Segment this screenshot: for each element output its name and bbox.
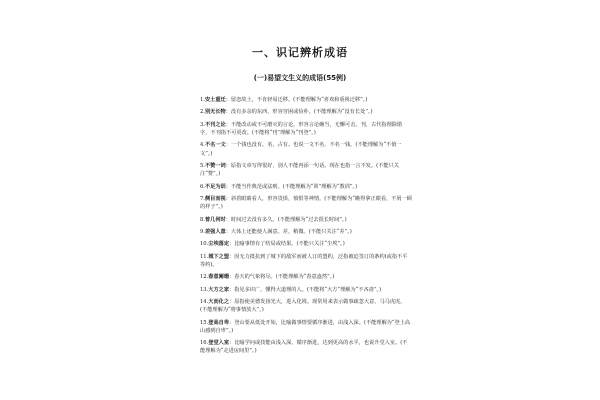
idiom-explanation: 比喻事情有了结局或结果。(不能只关注“尘埃”。) bbox=[234, 241, 345, 248]
idiom-entry bbox=[200, 96, 412, 104]
idiom-entry bbox=[200, 141, 412, 157]
idiom-explanation: 不能改动或不可磨灭的言论，形容言论确当，无懈可击。刊，古代指削除错字，不刊指不可更改。(不能将“刊”理解为“刊登”。) bbox=[200, 121, 403, 136]
idiom-explanation: 原指使美德发扬光大，进入化境。现常用来表示做事疏忽大意，马马虎虎。(不能理解为“将事情放大”。) bbox=[200, 299, 406, 314]
idiom-explanation: 斜着眼睛看人，形容畏惧，愤恨等神情。(不能理解为“瞧得拿正眼看，不屑一顾的样子”。) bbox=[200, 195, 412, 211]
idiom-term: 登堂入室 bbox=[208, 340, 230, 347]
idiom-entry bbox=[200, 195, 412, 211]
entry-separator: ： bbox=[229, 299, 235, 306]
idiom-entry bbox=[200, 162, 412, 178]
entry-separator: ： bbox=[225, 228, 231, 235]
idiom-explanation: 留恋故土，不肯轻易迁移。(不能理解为“喜欢和重视迁移”。) bbox=[230, 97, 368, 103]
idiom-explanation: 指见多识广，懂得大道理的人。(不能将“大方”理解为“不吝啬”。) bbox=[234, 286, 382, 293]
entry-separator: ： bbox=[229, 274, 235, 281]
idiom-explanation: 没有多余的东西，形容穷困或俭朴。(不能理解为“没有长处”。) bbox=[230, 109, 373, 116]
page-title: 一、识记辨析成语 bbox=[252, 46, 348, 59]
idiom-term: 侧目而视 bbox=[204, 195, 226, 202]
idiom-term: 安土重迁 bbox=[204, 97, 226, 103]
idiom-term: 春意阑珊 bbox=[208, 274, 230, 281]
idiom-explanation: 原指文章写得很好，别人不能再添一句话。现在也指一言不发。(不能只关注“赞”。) bbox=[200, 162, 399, 178]
entry-number: 12. bbox=[200, 274, 209, 281]
section-subtitle: (一)易望文生义的成语(55例) bbox=[253, 74, 347, 82]
idiom-list bbox=[200, 96, 412, 360]
idiom-term: 大而化之 bbox=[208, 299, 230, 306]
idiom-term: 城下之盟 bbox=[208, 253, 230, 260]
entry-number: 5. bbox=[200, 162, 205, 169]
idiom-explanation: 比喻学问或技能由浅入深，循序渐进，达到更高的水平，也说升堂入室。(不能理解为“走进房间里”。) bbox=[200, 340, 408, 355]
entry-number: 6. bbox=[200, 183, 205, 190]
entry-number: 8. bbox=[200, 216, 205, 223]
entry-separator: ： bbox=[229, 319, 235, 326]
idiom-entry bbox=[200, 253, 412, 269]
idiom-explanation: 不能当作典范或法则。(不能理解为“训”理解为“教训”。) bbox=[230, 183, 358, 190]
idiom-entry bbox=[200, 286, 412, 294]
entry-separator: ： bbox=[225, 195, 231, 202]
entry-number: 2. bbox=[200, 109, 205, 116]
entry-number: 16. bbox=[200, 340, 209, 347]
idiom-term: 不名一文 bbox=[204, 142, 226, 149]
idiom-entry bbox=[200, 183, 412, 191]
idiom-entry bbox=[200, 319, 412, 335]
entry-number: 13. bbox=[200, 286, 209, 293]
idiom-term: 登高自卑 bbox=[208, 319, 230, 326]
entry-separator: ： bbox=[225, 183, 231, 190]
idiom-entry bbox=[200, 108, 412, 116]
entry-number: 10. bbox=[200, 241, 209, 248]
entry-number: 7. bbox=[200, 195, 205, 202]
idiom-entry bbox=[200, 240, 412, 248]
idiom-entry bbox=[200, 339, 412, 355]
idiom-term: 差强人意 bbox=[204, 228, 226, 235]
idiom-term: 不赞一词 bbox=[204, 162, 226, 169]
idiom-explanation: 春天的气象将尽。(不能理解为“春意盎然”。) bbox=[234, 274, 335, 281]
idiom-entry bbox=[200, 298, 412, 314]
entry-number: 11. bbox=[200, 253, 209, 260]
entry-separator: ： bbox=[225, 162, 231, 169]
idiom-entry bbox=[200, 216, 412, 224]
entry-separator: ： bbox=[229, 286, 235, 293]
entry-separator: ： bbox=[225, 142, 231, 149]
idiom-term: 大方之家 bbox=[208, 286, 230, 293]
idiom-term: 曾几何时 bbox=[204, 216, 226, 223]
entry-number: 3. bbox=[200, 121, 205, 128]
idiom-term: 别无长物 bbox=[204, 109, 226, 116]
idiom-term: 不足为训 bbox=[204, 183, 226, 190]
entry-number: 14. bbox=[200, 299, 209, 306]
idiom-explanation: 一个钱也没有。名，占有。也说一文不名、不名一钱。(不能理解为“不值一文”。) bbox=[200, 142, 402, 157]
entry-number: 9. bbox=[200, 228, 205, 235]
entry-separator: ： bbox=[225, 97, 231, 103]
idiom-entry bbox=[200, 228, 412, 236]
entry-separator: ： bbox=[229, 253, 235, 260]
idiom-entry bbox=[200, 273, 412, 281]
entry-separator: ： bbox=[225, 109, 231, 116]
entry-separator: ： bbox=[225, 121, 231, 128]
idiom-explanation: 因无力抵抗到了城下的敌军而被人订的盟约，泛指被迫签订的条约(或指不平等约)。 bbox=[200, 253, 408, 268]
idiom-term: 不刊之论 bbox=[204, 121, 226, 128]
entry-number: 4. bbox=[200, 142, 205, 149]
entry-number: 15. bbox=[200, 319, 209, 326]
idiom-explanation: 登山要从低处开始，比喻做事情要循序渐进，由浅入深。(不能理解为“登上高山感到自卑”。) bbox=[200, 319, 411, 334]
entry-separator: ： bbox=[225, 216, 231, 223]
idiom-term: 尘埃落定 bbox=[208, 241, 230, 248]
entry-number: 1. bbox=[200, 97, 205, 103]
idiom-entry bbox=[200, 121, 412, 137]
entry-separator: ： bbox=[229, 241, 235, 248]
idiom-explanation: 大体上还能使人满意。差，稍微。(不能只关注“差”。) bbox=[230, 228, 352, 235]
entry-separator: ： bbox=[229, 340, 235, 347]
idiom-explanation: 时间过去没有多久。(不能理解为“过去很长时间”。) bbox=[230, 216, 347, 223]
